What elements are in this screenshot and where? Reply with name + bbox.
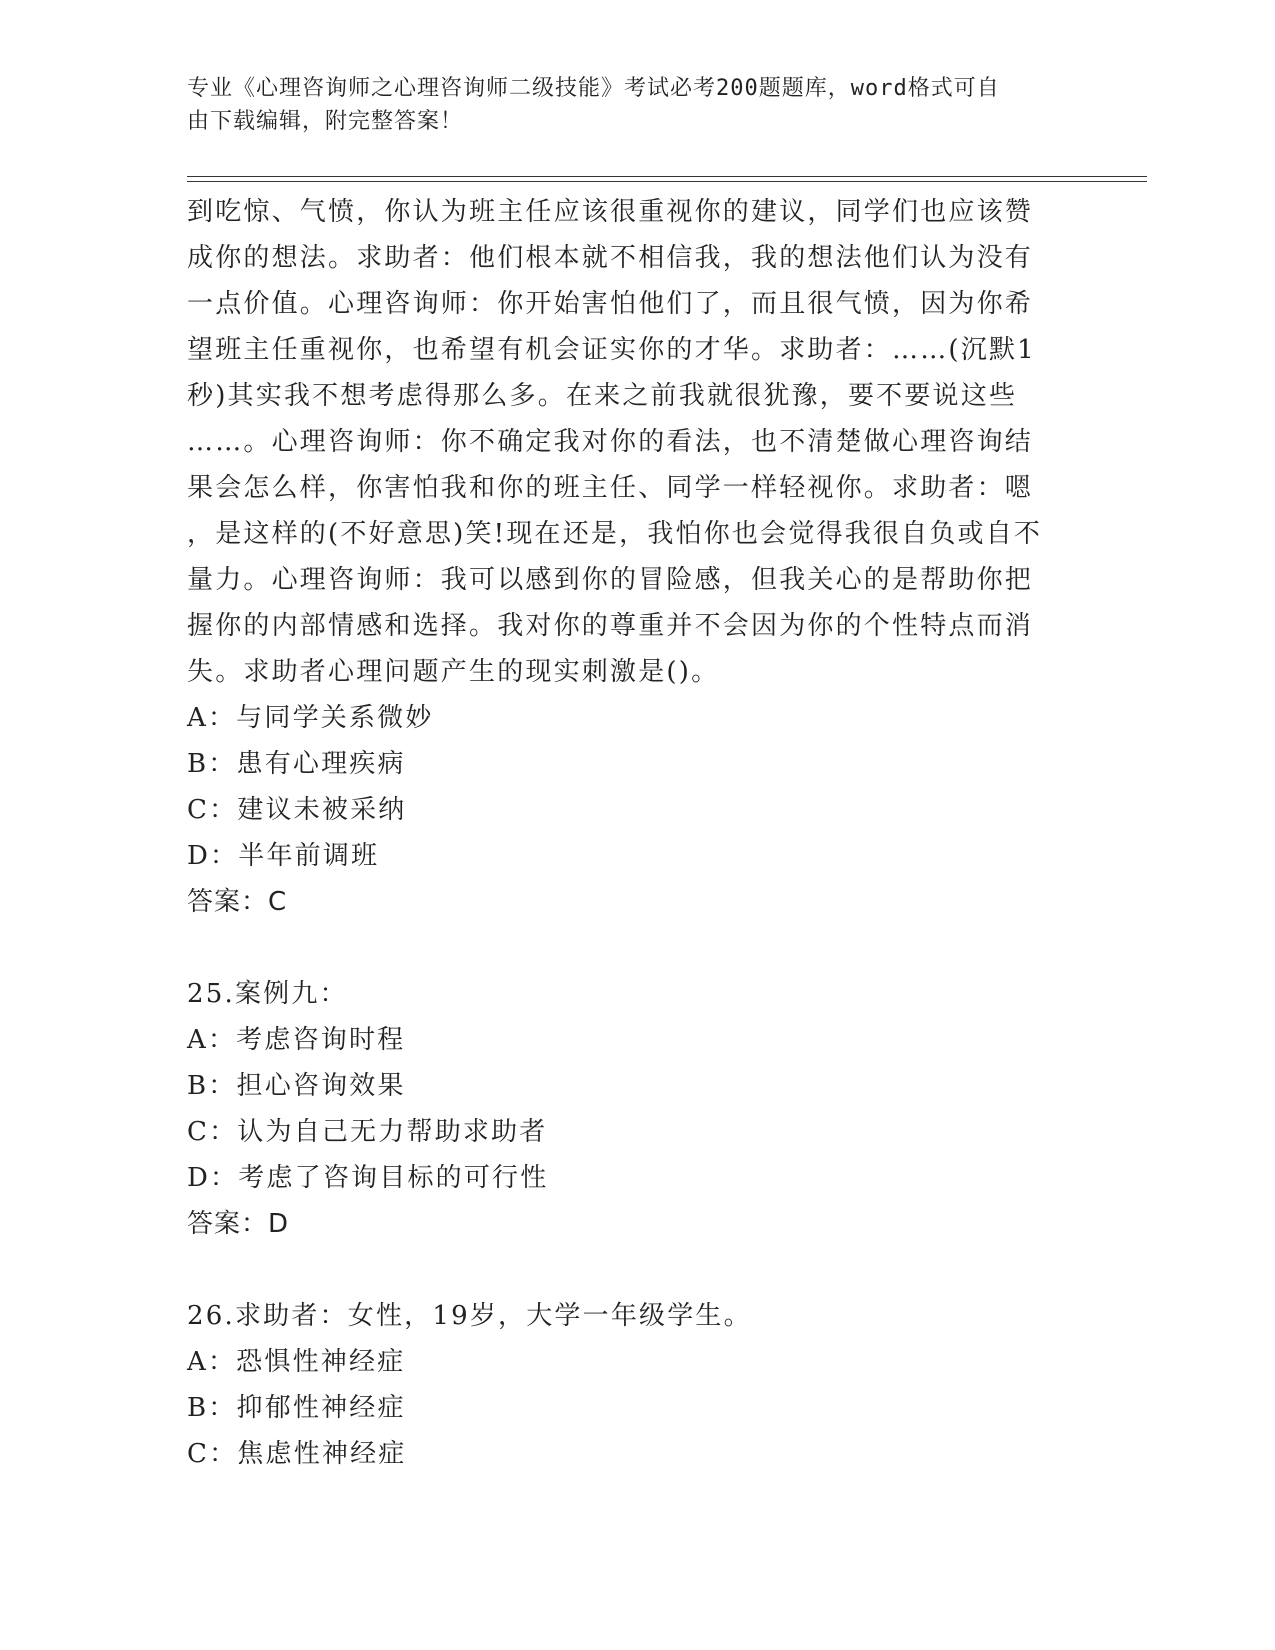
document-header [187,72,1087,138]
question-spacer [187,925,1087,971]
question-24-text-line: 握你的内部情感和选择。我对你的尊重并不会因为你的个性特点而消 [187,611,1034,641]
question-24-option-d: D：半年前调班 [187,841,380,871]
question-24-text-line: 秒)其实我不想考虑得那么多。在来之前我就很犹豫，要不要说这些 [187,381,1018,411]
question-25-option-c: C：认为自己无力帮助求助者 [187,1117,548,1147]
question-24-option-a: A：与同学关系微妙 [187,703,434,733]
question-24-text-line: 果会怎么样，你害怕我和你的班主任、同学一样轻视你。求助者：嗯 [187,473,1034,503]
question-spacer [187,1247,1087,1293]
question-24-answer: 答案：C [187,887,288,917]
question-25-option-b: B：担心咨询效果 [187,1071,406,1101]
question-25 [187,971,1087,1247]
question-26-option-c: C：焦虑性神经症 [187,1439,407,1469]
question-26-option-a: A：恐惧性神经症 [187,1347,406,1377]
question-25-option-d: D：考虑了咨询目标的可行性 [187,1163,549,1193]
question-25-option-a: A：考虑咨询时程 [187,1025,406,1055]
question-24-option-b: B：患有心理疾病 [187,749,406,779]
question-24-text-line: 一点价值。心理咨询师：你开始害怕他们了，而且很气愤，因为你希 [187,289,1034,319]
question-24-text-line: ，是这样的(不好意思)笑!现在还是，我怕你也会觉得我很自负或自不 [187,519,1043,549]
header-divider-top [187,176,1147,177]
document-body [187,189,1087,1477]
header-line-1: 专业《心理咨询师之心理咨询师二级技能》考试必考200题题库，word格式可自 [187,76,1000,101]
question-24-text-line: 失。求助者心理问题产生的现实刺激是()。 [187,657,720,687]
header-line-2: 由下载编辑，附完整答案！ [187,109,464,134]
question-26-title: 26.求助者：女性，19岁，大学一年级学生。 [187,1301,752,1331]
question-24-option-c: C：建议未被采纳 [187,795,407,825]
question-25-answer: 答案：D [187,1209,290,1239]
question-24-text-line: ……。心理咨询师：你不确定我对你的看法，也不清楚做心理咨询结 [187,427,1034,457]
question-24-text-line: 望班主任重视你，也希望有机会证实你的才华。求助者：……(沉默1 [187,335,1036,365]
header-divider-bottom [187,181,1147,182]
question-26 [187,1293,1087,1477]
question-24 [187,189,1087,925]
question-24-text-line: 到吃惊、气愤，你认为班主任应该很重视你的建议，同学们也应该赞 [187,197,1034,227]
question-24-text-line: 成你的想法。求助者：他们根本就不相信我，我的想法他们认为没有 [187,243,1034,273]
question-24-text-line: 量力。心理咨询师：我可以感到你的冒险感，但我关心的是帮助你把 [187,565,1034,595]
question-25-title: 25.案例九： [187,979,348,1009]
question-26-option-b: B：抑郁性神经症 [187,1393,406,1423]
